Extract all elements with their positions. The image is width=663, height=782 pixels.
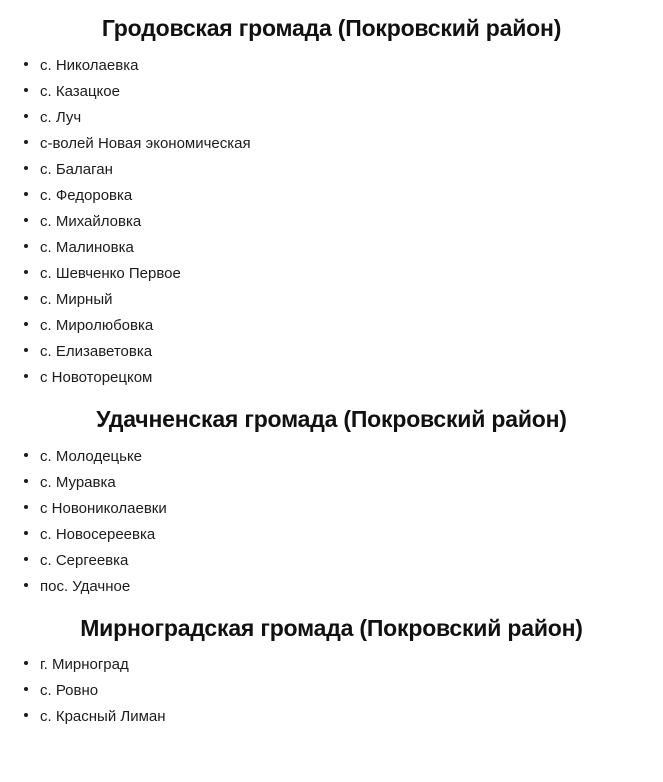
list-item: с. Малиновка [22, 235, 663, 261]
place-list [0, 652, 663, 730]
section-title: Удачненская громада (Покровский район) [96, 405, 567, 432]
list-item: с. Шевченко Первое [22, 261, 663, 287]
place-list [0, 53, 663, 391]
list-item: с-волей Новая экономическая [22, 131, 663, 157]
list-item: с Новоторецком [22, 365, 663, 391]
section-udachnenskaya [0, 391, 663, 600]
list-item: с. Сергеевка [22, 548, 663, 574]
list-item: с. Балаган [22, 157, 663, 183]
section-title: Мирноградская громада (Покровский район) [80, 614, 583, 641]
list-item: г. Мирноград [22, 652, 663, 678]
list-item: с Новониколаевки [22, 496, 663, 522]
list-item: с. Миролюбовка [22, 313, 663, 339]
list-item: с. Мирный [22, 287, 663, 313]
place-list [0, 444, 663, 600]
list-item: с. Новосереевка [22, 522, 663, 548]
list-item: с. Михайловка [22, 209, 663, 235]
section-grodovskaya [0, 6, 663, 391]
list-item: с. Елизаветовка [22, 339, 663, 365]
list-item: с. Красный Лиман [22, 704, 663, 730]
list-item: с. Муравка [22, 470, 663, 496]
list-item: с. Луч [22, 105, 663, 131]
list-item: с. Казацкое [22, 79, 663, 105]
list-item: пос. Удачное [22, 574, 663, 600]
list-item: с. Ровно [22, 678, 663, 704]
section-mirnogradskaya [0, 600, 663, 731]
section-title: Гродовская громада (Покровский район) [101, 15, 562, 41]
list-item: с. Молодецьке [22, 444, 663, 470]
list-item: с. Николаевка [22, 53, 663, 79]
list-item: с. Федоровка [22, 183, 663, 209]
